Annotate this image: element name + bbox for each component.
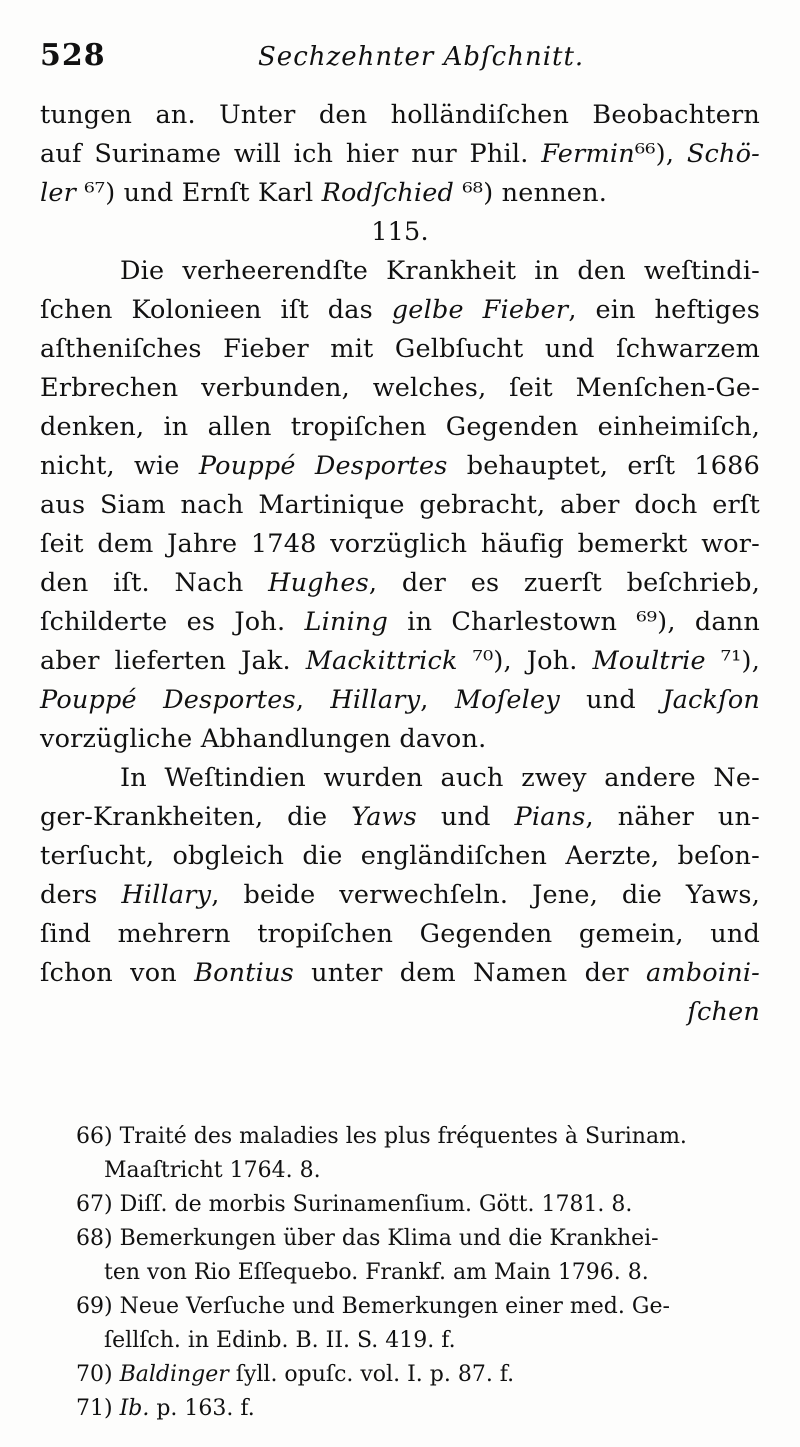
footnote-68-cont: ten von Rio Eſſequebo. Frankf. am Main 1796. 8. <box>104 1260 649 1285</box>
text-line: aber lieferten Jak. Mackittrick ⁷⁰), Joh. Moultrie ⁷¹), <box>40 646 760 676</box>
running-head: Sechzehnter Abſchnitt. <box>258 42 585 72</box>
text-line: auf Suriname will ich hier nur Phil. Fermin⁶⁶), Schö- <box>40 139 761 169</box>
footnote-70: 70) Baldinger ſyll. opuſc. vol. I. p. 87. f. <box>76 1362 515 1387</box>
text-line: Pouppé Desportes, Hillary, Moſeley und Jackſon <box>40 685 760 715</box>
text-line: denken, in allen tropiſchen Gegenden einheimiſch, <box>40 412 760 442</box>
page-header <box>40 38 760 82</box>
text-line: ſchon von Bontius unter dem Namen der amboini- <box>40 958 760 988</box>
text-line: Die verheerendſte Krankheit in den weſtindi- <box>120 256 760 286</box>
text-line: ſeit dem Jahre 1748 vorzüglich häufig bemerkt wor- <box>40 529 760 559</box>
footnote-66: 66) Traité des maladies les plus fréquentes à Surinam. <box>76 1124 687 1149</box>
footnote-68: 68) Bemerkungen über das Klima und die Krankhei- <box>76 1226 659 1251</box>
text-line: In Weſtindien wurden auch zwey andere Ne- <box>120 763 760 793</box>
text-line: ſchilderte es Joh. Lining in Charlestown ⁶⁹), dann <box>40 607 760 637</box>
footnote-69-cont: ſellſch. in Edinb. B. II. S. 419. f. <box>104 1328 456 1353</box>
main-text <box>40 96 760 1032</box>
text-line: aſtheniſches Fieber mit Gelbſucht und ſchwarzem <box>40 334 760 364</box>
text-line: ger-Krankheiten, die Yaws und Pians, näher un- <box>40 802 760 832</box>
text-line: den iſt. Nach Hughes, der es zuerſt beſchrieb, <box>40 568 760 598</box>
text-line: aus Siam nach Martinique gebracht, aber doch erſt <box>40 490 760 520</box>
footnote-71: 71) Ib. p. 163. f. <box>76 1396 255 1421</box>
text-line: tungen an. Unter den holländiſchen Beobachtern <box>40 100 760 130</box>
page-number: 528 <box>40 38 106 73</box>
text-line: nicht, wie Pouppé Desportes behauptet, erſt 1686 <box>40 451 760 481</box>
text-line: terſucht, obgleich die engländiſchen Aerzte, beſon- <box>40 841 760 871</box>
footnote-66-cont: Maaſtricht 1764. 8. <box>104 1158 321 1183</box>
text-line: ſind mehrern tropiſchen Gegenden gemein, und <box>40 919 760 949</box>
footnote-69: 69) Neue Verſuche und Bemerkungen einer med. Ge- <box>76 1294 670 1319</box>
footnote-67: 67) Diſſ. de morbis Surinamenſium. Gött. 1781. 8. <box>76 1192 633 1217</box>
footnotes <box>76 1120 766 1426</box>
text-line: ders Hillary, beide verwechſeln. Jene, die Yaws, <box>40 880 760 910</box>
section-number: 115. <box>371 217 429 247</box>
text-line: ſchen Kolonieen iſt das gelbe Fieber, ein heftiges <box>40 295 760 325</box>
text-line: Erbrechen verbunden, welches, ſeit Menſchen-Ge- <box>40 373 760 403</box>
catchword: ſchen <box>687 997 760 1027</box>
text-line: ler ⁶⁷) und Ernſt Karl Rodſchied ⁶⁸) nennen. <box>40 178 608 208</box>
text-line: vorzügliche Abhandlungen davon. <box>40 724 487 754</box>
